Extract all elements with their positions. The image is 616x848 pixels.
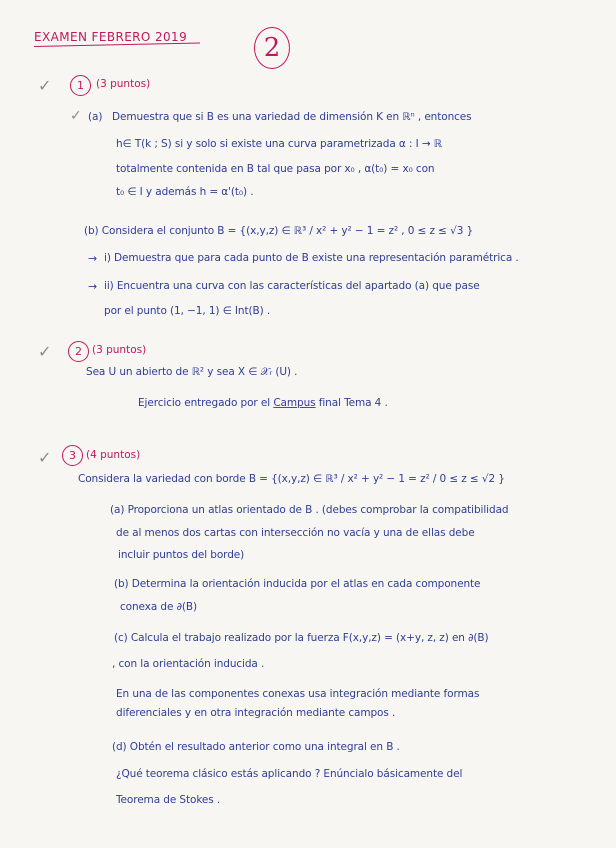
campus-word: Campus <box>273 397 316 409</box>
arrow-icon: → <box>88 252 98 265</box>
exercise-1-number-text: 1 <box>77 79 84 92</box>
check-mark-icon: ✓ <box>38 448 52 467</box>
check-mark-icon: ✓ <box>38 342 52 361</box>
exercise-2-note <box>138 397 388 409</box>
exercise-3b-line: (b) Determina la orientación inducida por el atlas en cada componente <box>114 578 481 590</box>
exercise-3a-line: (a) Proporciona un atlas orientado de B . (debes comprobar la compatibilidad <box>110 504 509 516</box>
exercise-3d-line: Teorema de Stokes . <box>116 794 221 806</box>
page-number: 2 <box>263 33 281 63</box>
exercise-2-statement: Sea U un abierto de ℝ² y sea X ∈ 𝒳ᵣ (U) . <box>86 366 298 378</box>
check-mark-icon: ✓ <box>38 76 52 95</box>
exercise-2-number <box>68 341 89 362</box>
arrow-icon: → <box>88 280 98 293</box>
exam-title: EXAMEN FEBRERO 2019 <box>34 30 188 44</box>
exercise-1-number <box>70 75 91 96</box>
exercise-1b-line: (b) Considera el conjunto B = {(x,y,z) ∈ ℝ³ / x² + y² − 1 = z² , 0 ≤ z ≤ √3 } <box>84 225 474 237</box>
page-number-circle <box>254 27 290 69</box>
exercise-3c-line: (c) Calcula el trabajo realizado por la fuerza F(x,y,z) = (x+y, z, z) en ∂(B) <box>114 632 489 644</box>
exercise-3c-line: En una de las componentes conexas usa integración mediante formas <box>116 688 480 700</box>
exercise-1b-item: i) Demuestra que para cada punto de B existe una representación paramétrica . <box>104 252 519 264</box>
exercise-1a-line: Demuestra que si B es una variedad de dimensión K en ℝⁿ , entonces <box>112 111 472 123</box>
exercise-3-number-text: 3 <box>69 449 76 462</box>
exercise-1-points: (3 puntos) <box>96 78 151 90</box>
exercise-3-points: (4 puntos) <box>86 449 141 461</box>
exercise-3c-line: , con la orientación inducida . <box>112 658 265 670</box>
exercise-3c-line: diferenciales y en otra integración mediante campos . <box>116 707 396 719</box>
exercise-3d-line: ¿Qué teorema clásico estás aplicando ? Enúncialo básicamente del <box>116 768 463 780</box>
exercise-3-intro: Considera la variedad con borde B = {(x,y,z) ∈ ℝ³ / x² + y² − 1 = z² / 0 ≤ z ≤ √2 } <box>78 473 505 485</box>
note-prefix: Ejercicio entregado por el <box>138 397 274 409</box>
exercise-2-points: (3 puntos) <box>92 344 147 356</box>
exercise-3b-line: conexa de ∂(B) <box>120 601 198 613</box>
exercise-1a-line: h∈ T(k ; S) si y solo si existe una curva parametrizada α : I → ℝ <box>116 138 443 150</box>
exercise-3a-line: de al menos dos cartas con intersección no vacía y una de ellas debe <box>116 527 475 539</box>
exercise-1a-label: (a) <box>88 111 103 123</box>
exercise-3-number <box>62 445 83 466</box>
note-suffix: final Tema 4 . <box>315 397 388 409</box>
check-mark-icon: ✓ <box>70 108 82 124</box>
exercise-3a-line: incluir puntos del borde) <box>118 549 245 561</box>
exercise-1a-line: t₀ ∈ I y además h = α'(t₀) . <box>116 186 254 198</box>
exercise-1a-line: totalmente contenida en B tal que pasa por x₀ , α(t₀) = x₀ con <box>116 163 435 175</box>
exercise-1b-item: por el punto (1, −1, 1) ∈ Int(B) . <box>104 305 271 317</box>
exercise-1b-item: ii) Encuentra una curva con las características del apartado (a) que pase <box>104 280 480 292</box>
exercise-2-number-text: 2 <box>75 345 82 358</box>
exercise-3d-line: (d) Obtén el resultado anterior como una integral en B . <box>112 741 400 753</box>
